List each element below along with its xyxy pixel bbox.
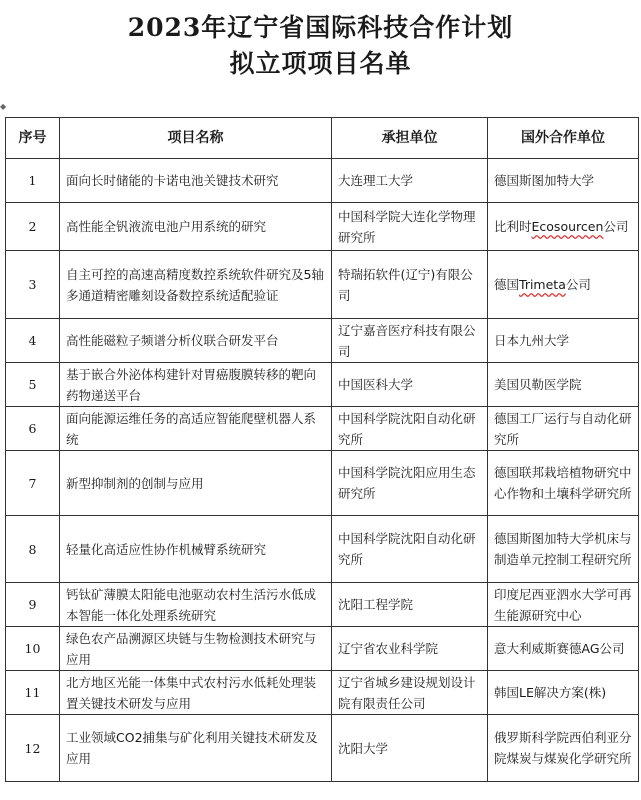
seq-cell: 1 [6,159,60,203]
partner-text: 德国联邦栽培植物研究中心作物和土壤科学研究所 [494,465,632,501]
partner-text: 比利时 [494,219,532,234]
header-foreign-partner: 国外合作单位 [488,118,639,159]
unit-cell: 特瑞拓软件(辽宁)有限公司 [332,251,488,319]
project-name-cell: 基于嵌合外泌体构建针对胃癌腹膜转移的靶向药物递送平台 [60,363,332,407]
project-name-cell: 自主可控的高速高精度数控系统软件研究及5轴多通道精密雕刻设备数控系统适配验证 [60,251,332,319]
table-row [6,407,639,451]
partner-text: 俄罗斯科学院西伯利亚分院煤炭与煤炭化学研究所 [494,730,632,766]
project-name-cell: 绿色农产品溯源区块链与生物检测技术研究与应用 [60,627,332,671]
partner-text: 德国斯图加特大学机床与制造单元控制工程研究所 [494,531,632,567]
project-name-cell: 轻量化高适应性协作机械臂系统研究 [60,516,332,583]
partner-text: 印度尼西亚泗水大学可再生能源研究中心 [494,586,632,623]
project-name-cell: 新型抑制剂的创制与应用 [60,451,332,516]
seq-cell: 9 [6,583,60,627]
document-title-line1: 2023年辽宁省国际科技合作计划 [127,13,514,42]
foreign-partner-cell [488,407,639,451]
unit-cell: 中国医科大学 [332,363,488,407]
unit-cell: 大连理工大学 [332,159,488,203]
table-row [6,627,639,671]
partner-text: 公司 [565,277,591,292]
table-row [6,363,639,407]
foreign-partner-cell [488,583,639,627]
partner-text: 德国斯图加特大学 [494,173,595,188]
partner-text: 公司 [603,219,629,234]
unit-cell: 中国科学院沈阳自动化研究所 [332,407,488,451]
project-table [5,117,639,782]
unit-cell: 中国科学院沈阳应用生态研究所 [332,451,488,516]
foreign-partner-cell [488,203,639,251]
table-row [6,516,639,583]
unit-cell: 辽宁省城乡建设规划设计院有限责任公司 [332,671,488,715]
unit-cell: 沈阳大学 [332,715,488,782]
project-name-cell: 面向能源运维任务的高适应智能爬壁机器人系统 [60,407,332,451]
partner-text: 日本九州大学 [494,333,570,348]
unit-cell: 辽宁省农业科学院 [332,627,488,671]
unit-cell: 沈阳工程学院 [332,583,488,627]
project-name-cell: 高性能磁粒子频谱分析仪联合研发平台 [60,319,332,363]
seq-cell: 2 [6,203,60,251]
unit-cell: 中国科学院大连化学物理研究所 [332,203,488,251]
seq-cell: 11 [6,671,60,715]
foreign-partner-cell [488,159,639,203]
seq-cell: 8 [6,516,60,583]
header-seq: 序号 [6,118,60,159]
seq-cell: 4 [6,319,60,363]
seq-cell: 3 [6,251,60,319]
seq-cell: 7 [6,451,60,516]
document-title-line2: 拟立项项目名单 [229,49,412,78]
table-row [6,319,639,363]
header-project-name: 项目名称 [60,118,332,159]
partner-text: 意大利威斯赛德AG公司 [494,641,625,656]
partner-text: 德国 [494,277,520,292]
foreign-partner-cell [488,363,639,407]
table-anchor-icon: ◆ [0,102,7,111]
table-row [6,583,639,627]
partner-name-flagged: Ecosourcen [531,219,604,234]
partner-text: 美国贝勒医学院 [494,377,582,392]
unit-cell: 辽宁嘉音医疗科技有限公司 [332,319,488,363]
table-header-row [6,118,639,159]
project-name-cell: 钙钛矿薄膜太阳能电池驱动农村生活污水低成本智能一体化处理系统研究 [60,583,332,627]
seq-cell: 12 [6,715,60,782]
table-row [6,671,639,715]
foreign-partner-cell [488,451,639,516]
partner-text: 韩国LE解决方案(株) [494,685,607,700]
foreign-partner-cell [488,715,639,782]
partner-name-flagged: Trimeta [519,277,566,292]
seq-cell: 5 [6,363,60,407]
table-row [6,203,639,251]
partner-text: 德国工厂运行与自动化研究所 [494,410,632,447]
table-row [6,715,639,782]
foreign-partner-cell [488,671,639,715]
foreign-partner-cell [488,627,639,671]
header-unit: 承担单位 [332,118,488,159]
project-name-cell: 高性能全钒液流电池户用系统的研究 [60,203,332,251]
seq-cell: 6 [6,407,60,451]
foreign-partner-cell [488,319,639,363]
table-row [6,159,639,203]
project-name-cell: 工业领域CO2捕集与矿化利用关键技术研发及应用 [60,715,332,782]
foreign-partner-cell [488,251,639,319]
table-row [6,251,639,319]
project-name-cell: 面向长时储能的卡诺电池关键技术研究 [60,159,332,203]
table-row [6,451,639,516]
foreign-partner-cell [488,516,639,583]
project-name-cell: 北方地区光能一体集中式农村污水低耗处理装置关键技术研发与应用 [60,671,332,715]
unit-cell: 中国科学院沈阳自动化研究所 [332,516,488,583]
seq-cell: 10 [6,627,60,671]
